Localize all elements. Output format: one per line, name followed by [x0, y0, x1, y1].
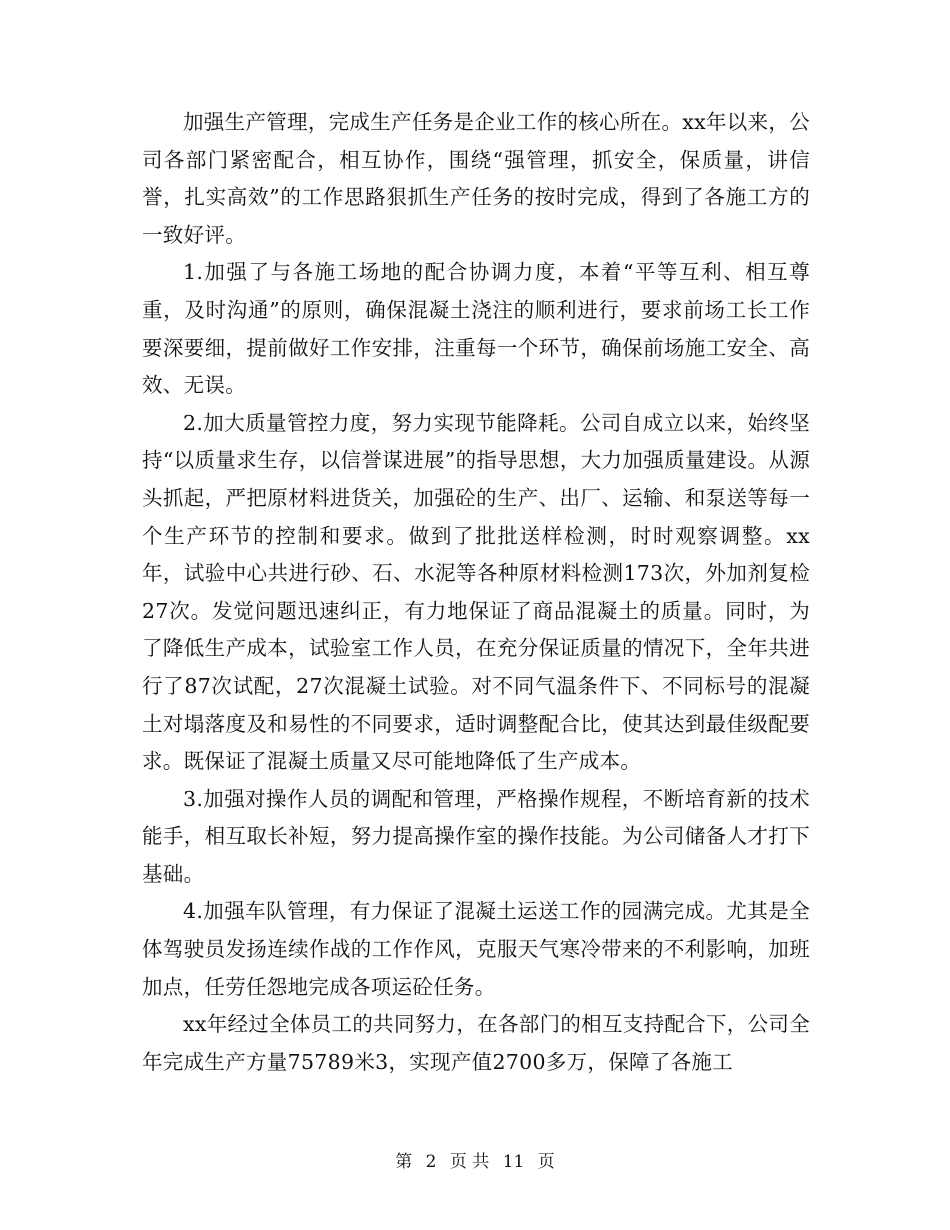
paragraph-summary: xx年经过全体员工的共同努力，在各部门的相互支持配合下，公司全年完成生产方量75789米3，实现产值2700多万，保障了各施工 — [142, 1012, 810, 1074]
paragraph-item-2: 2.加大质量管控力度，努力实现节能降耗。公司自成立以来，始终坚持“以质量求生存，以信誉谋进展”的指导思想，大力加强质量建设。从源头抓起，严把原材料进货关，加强砼的生产、出厂、运输、和泵送等每一个生产环节的控制和要求。做到了批批送样检测，时时观察调整。xx年，试验中心共进行砂、石、水泥等各种原材料检测173次，外加剂复检27次。发觉问题迅速纠正，有力地保证了商品混凝土的质量。同时，为了降低生产成本，试验室工作人员，在充分保证质量的情况下，全年共进行了87次试配，27次混凝土试验。对不同气温条件下、不同标号的混凝土对塌落度及和易性的不同要求，适时调整配合比，使其达到最佳级配要求。既保证了混凝土质量又尽可能地降低了生产成本。 — [142, 410, 810, 774]
footer-current-page: 2 — [425, 1152, 437, 1172]
paragraph-item-4: 4.加强车队管理，有力保证了混凝土运送工作的园满完成。尤其是全体驾驶员发扬连续作战的工作作风，克服天气寒冷带来的不利影响，加班加点，任劳任怨地完成各项运砼任务。 — [142, 899, 810, 999]
paragraph-intro: 加强生产管理，完成生产任务是企业工作的核心所在。xx年以来，公司各部门紧密配合，相互协作，围绕“强管理，抓安全，保质量，讲信誉，扎实高效”的工作思路狠抓生产任务的按时完成，得到了各施工方的一致好评。 — [142, 110, 810, 247]
footer-total-pages: 11 — [502, 1152, 525, 1172]
footer-label-page: 第 — [395, 1152, 413, 1172]
paragraph-item-1: 1.加强了与各施工场地的配合协调力度，本着“平等互利、相互尊重，及时沟通”的原则，确保混凝土浇注的顺利进行，要求前场工长工作要深要细，提前做好工作安排，注重每一个环节，确保前场施工安全、高效、无误。 — [142, 260, 810, 398]
paragraph-item-3: 3.加强对操作人员的调配和管理，严格操作规程，不断培育新的技术能手，相互取长补短，努力提高操作室的操作技能。为公司储备人才打下基础。 — [142, 786, 810, 886]
page-footer — [0, 1150, 950, 1174]
document-body — [142, 104, 810, 1081]
footer-label-pages: 页 — [537, 1152, 555, 1172]
footer-label-of: 页 共 — [449, 1152, 490, 1172]
